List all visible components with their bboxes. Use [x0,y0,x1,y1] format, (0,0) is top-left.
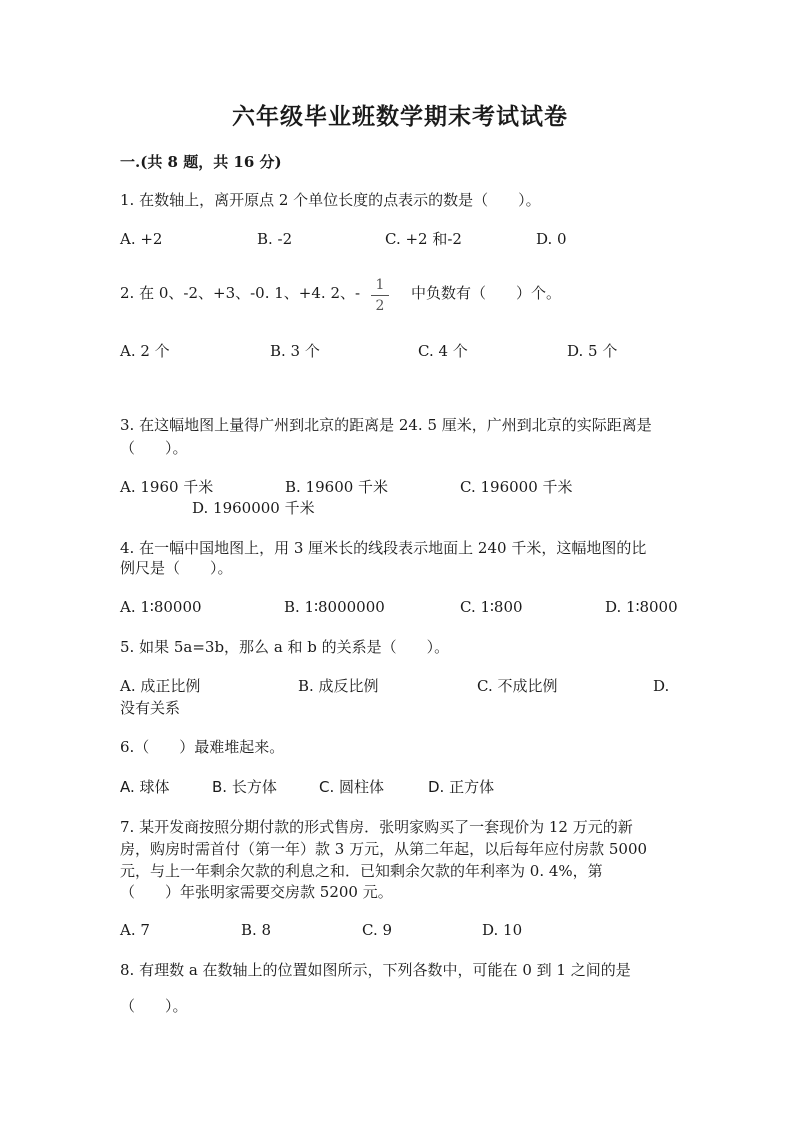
question-1-option-d: D. 0 [536,230,567,248]
fraction-denominator: 2 [375,298,385,314]
question-5-option-b: B. 成反比例 [298,677,379,695]
question-3-stem-line-2: （ ）。 [120,439,188,457]
question-4-stem-line-2: 例尺是（ ）。 [120,559,233,577]
question-4-option-c: C. 1∶800 [460,598,523,616]
question-3-option-d: D. 1960000 千米 [192,499,315,517]
question-3-stem-line-1: 3. 在这幅地图上量得广州到北京的距离是 24. 5 厘米，广州到北京的实际距离是 [120,416,652,434]
question-7-option-b: B. 8 [241,921,272,939]
question-6-stem: 6.（ ）最难堆起来。 [120,738,285,756]
fraction-one-half [370,277,390,314]
question-7-stem-line-1: 7. 某开发商按照分期付款的形式售房．张明家购买了一套现价为 12 万元的新 [120,818,633,836]
question-2-option-d: D. 5 个 [567,342,618,360]
page-title: 六年级毕业班数学期末考试试卷 [232,103,568,130]
question-2-stem-after: 中负数有（ ）个。 [411,284,562,302]
question-3-option-c: C. 196000 千米 [460,478,573,496]
question-4-option-a: A. 1∶80000 [120,598,202,616]
question-2-option-c: C. 4 个 [418,342,468,360]
fraction-numerator: 1 [375,277,385,293]
question-6-option-d: D. 正方体 [428,778,495,796]
question-2-option-b: B. 3 个 [270,342,320,360]
question-6-option-a: A. 球体 [120,778,170,796]
question-3-option-a: A. 1960 千米 [120,478,214,496]
question-7-option-d: D. 10 [482,921,523,939]
question-6-option-c: C. 圆柱体 [319,778,385,796]
question-8-stem-line-1: 8. 有理数 a 在数轴上的位置如图所示，下列各数中，可能在 0 到 1 之间的是 [120,961,631,979]
question-1-option-a: A. +2 [120,230,163,248]
question-5-option-d-continued: 没有关系 [120,699,181,717]
question-4-stem-line-1: 4. 在一幅中国地图上，用 3 厘米长的线段表示地面上 240 千米，这幅地图的比 [120,539,647,557]
question-5-stem: 5. 如果 5a=3b，那么 a 和 b 的关系是（ ）。 [120,638,450,656]
fraction-bar [371,295,389,296]
question-1-option-b: B. -2 [257,230,293,248]
question-4-option-d: D. 1∶8000 [605,598,678,616]
question-7-option-a: A. 7 [120,921,150,939]
section-heading: 一.(共 8 题，共 16 分) [120,153,282,171]
question-1-option-c: C. +2 和-2 [385,230,462,248]
question-7-option-c: C. 9 [362,921,393,939]
question-2-stem-before: 2. 在 0、-2、+3、-0. 1、+4. 2、- [120,284,361,302]
question-7-stem-line-4: （ ）年张明家需要交房款 5200 元。 [120,883,393,901]
question-4-option-b: B. 1∶8000000 [284,598,385,616]
question-5-option-c: C. 不成比例 [477,677,558,695]
question-2-option-a: A. 2 个 [120,342,170,360]
question-3-option-b: B. 19600 千米 [285,478,389,496]
question-7-stem-line-3: 元，与上一年剩余欠款的利息之和．已知剩余欠款的年利率为 0. 4%，第 [120,862,603,880]
question-8-stem-line-2: （ ）。 [120,997,188,1015]
question-5-option-a: A. 成正比例 [120,677,201,695]
question-1-stem: 1. 在数轴上，离开原点 2 个单位长度的点表示的数是（ ）。 [120,191,541,209]
question-6-option-b: B. 长方体 [212,778,277,796]
question-7-stem-line-2: 房，购房时需首付（第一年）款 3 万元，从第二年起，以后每年应付房款 5000 [120,840,648,858]
question-5-option-d: D. [653,677,670,695]
